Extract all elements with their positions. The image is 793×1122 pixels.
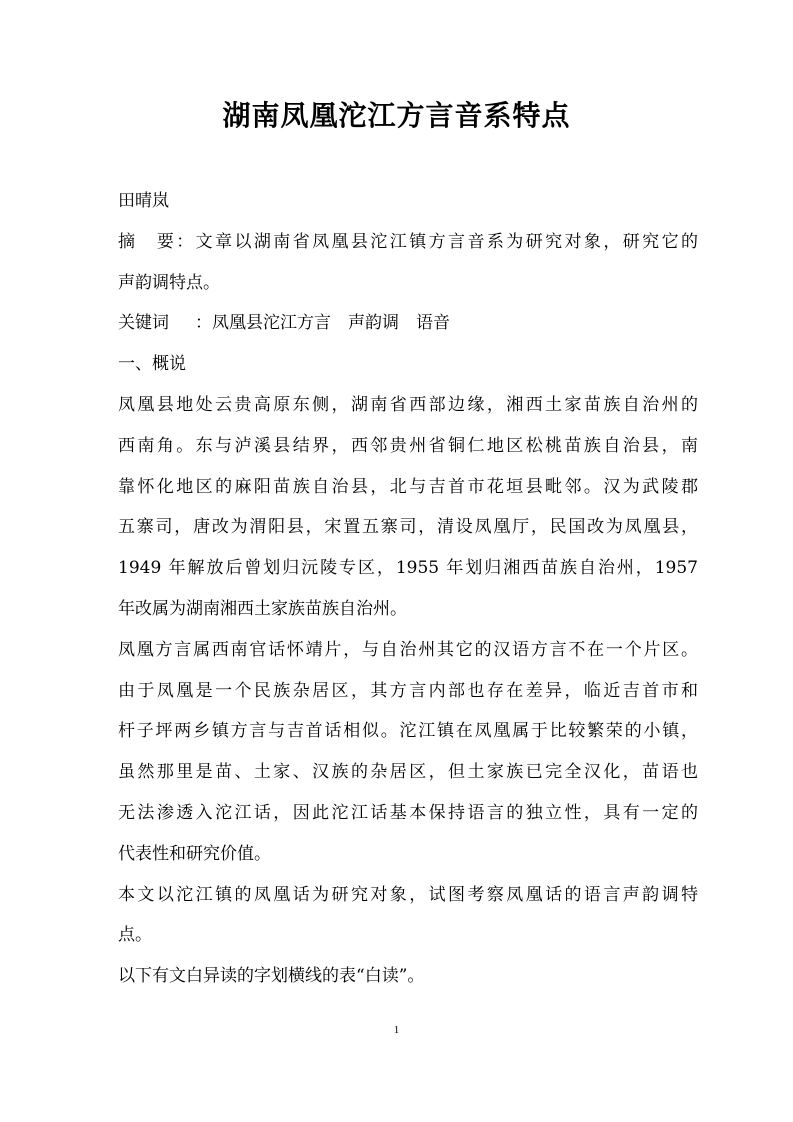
para2-line: 由于凤凰是一个民族杂居区，其方言内部也存在差异，临近吉首市和 bbox=[118, 680, 698, 701]
para1-line: 1949 年解放后曾划归沅陵专区，1955 年划归湘西苗族自治州，1957 bbox=[118, 558, 698, 579]
abstract-line-1 bbox=[118, 222, 698, 263]
keywords-label: 关键词 bbox=[118, 313, 169, 334]
document-title: 湖南凤凰沱江方言音系特点 bbox=[222, 99, 571, 132]
abstract-label: 摘 要： bbox=[118, 231, 196, 252]
keywords-items: 凤凰县沱江方言 声韵调 语音 bbox=[212, 313, 450, 334]
para1-line: 西南角。东与泸溪县结界，西邻贵州省铜仁地区松桃苗族自治县，南 bbox=[118, 435, 698, 456]
abstract-text-1: 文章以湖南省凤凰县沱江镇方言音系为研究对象，研究它的 bbox=[195, 231, 698, 252]
para1-line: 五寨司，唐改为渭阳县，宋置五寨司，清设凤凰厅，民国改为凤凰县， bbox=[118, 517, 698, 538]
para3-line: 点。 bbox=[118, 925, 152, 946]
author-line: 田晴岚 bbox=[118, 191, 169, 211]
abstract-line-2: 声韵调特点。 bbox=[118, 272, 220, 293]
para1-line: 凤凰县地处云贵高原东侧，湖南省西部边缘，湘西土家苗族自治州的 bbox=[118, 394, 698, 415]
para3-line: 本文以沱江镇的凤凰话为研究对象，试图考察凤凰话的语言声韵调特 bbox=[118, 884, 698, 905]
keywords-line bbox=[118, 303, 698, 344]
document-body bbox=[118, 181, 698, 997]
para1-line: 年改属为湖南湘西土家族苗族自治州。 bbox=[118, 598, 407, 619]
para2-line: 无法渗透入沱江话，因此沱江话基本保持语言的独立性，具有一定的 bbox=[118, 802, 698, 823]
para1-line: 靠怀化地区的麻阳苗族自治县，北与吉首市花垣县毗邻。汉为武陵郡 bbox=[118, 476, 698, 497]
section-heading: 一、概说 bbox=[118, 354, 186, 375]
para2-line: 代表性和研究价值。 bbox=[118, 843, 271, 864]
keywords-colon: ： bbox=[195, 313, 212, 334]
para2-line: 凤凰方言属西南官话怀靖片，与自治州其它的汉语方言不在一个片区。 bbox=[118, 639, 698, 660]
para2-line: 杆子坪两乡镇方言与吉首话相似。沱江镇在凤凰属于比较繁荣的小镇， bbox=[118, 721, 698, 742]
para2-line: 虽然那里是苗、土家、汉族的杂居区，但土家族已完全汉化，苗语也 bbox=[118, 762, 698, 783]
para4-line: 以下有文白异读的字划横线的表“白读”。 bbox=[118, 966, 425, 987]
page-number: 1 bbox=[393, 1024, 400, 1036]
